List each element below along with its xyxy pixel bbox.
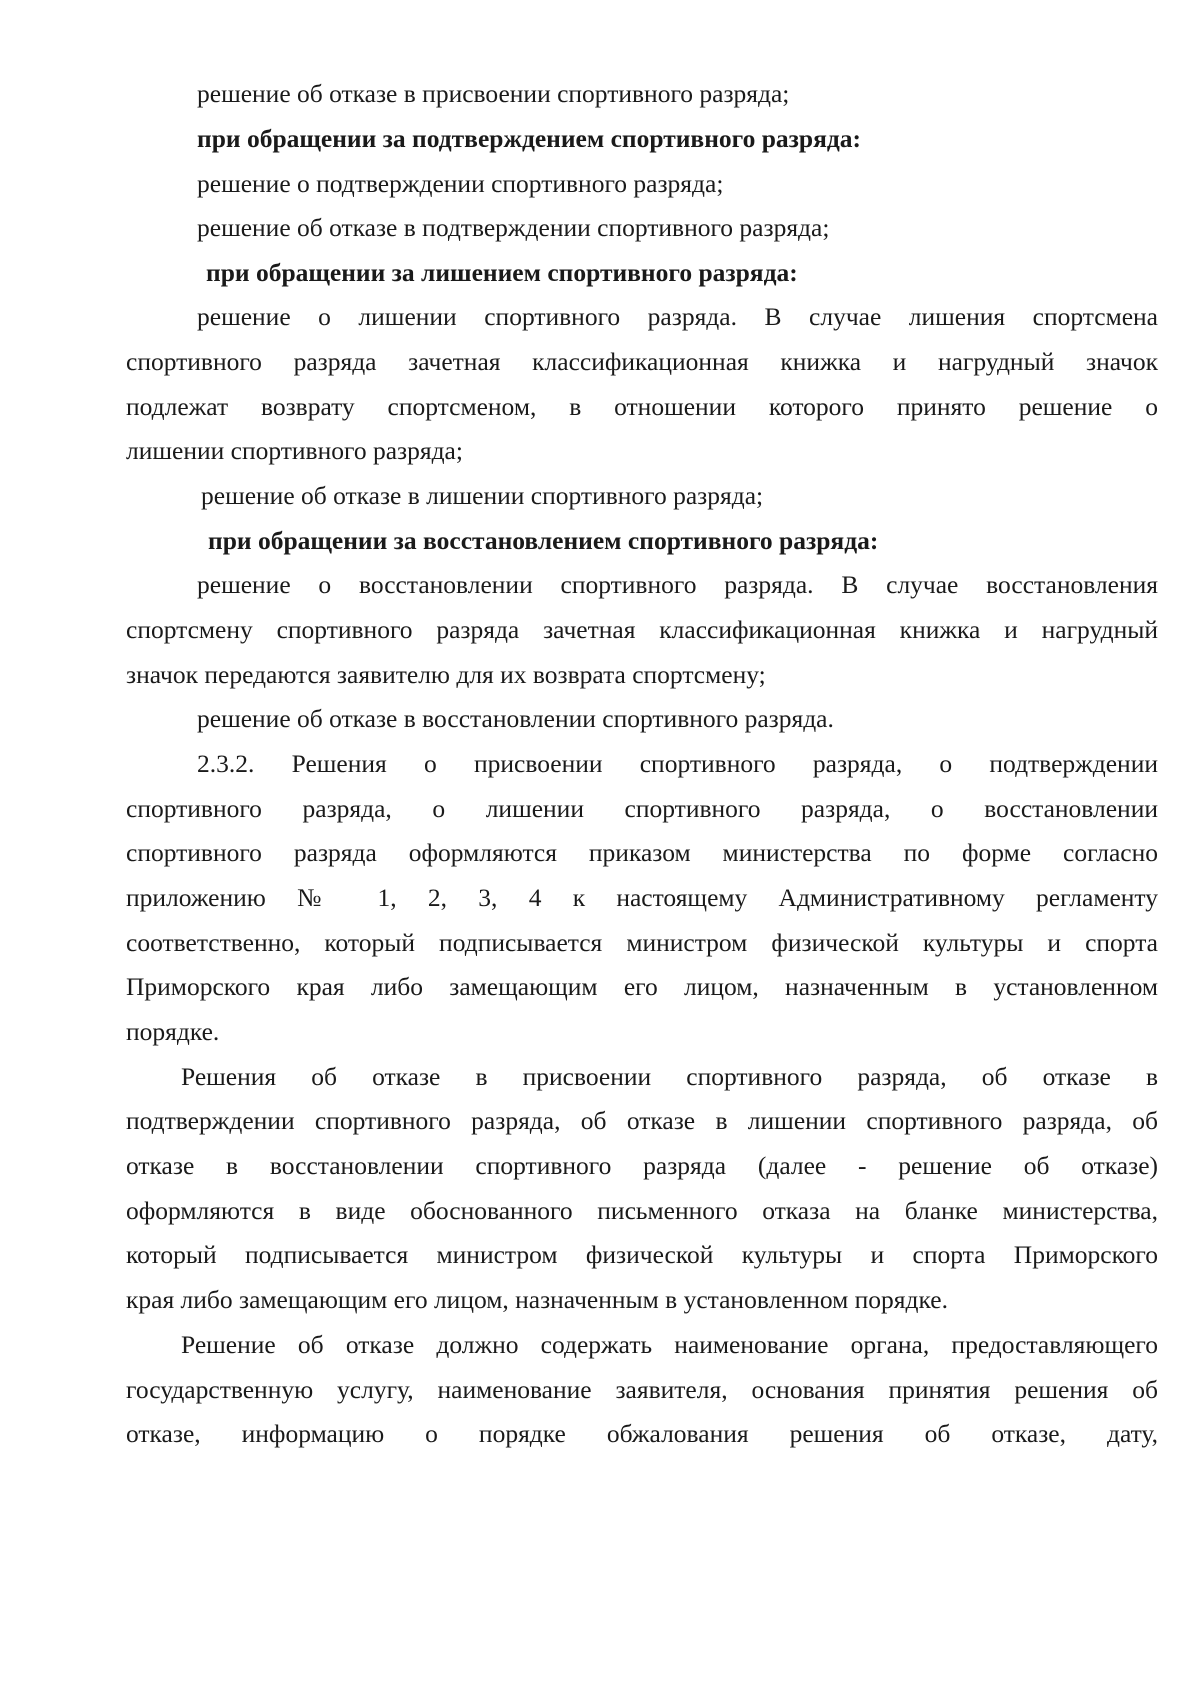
text-line: значок передаются заявителю для их возврата спортсмену; <box>126 660 766 689</box>
text-line: который подписывается министром физической культуры и спорта Приморского <box>126 1240 1158 1269</box>
section-heading: при обращении за подтверждением спортивного разряда: <box>197 124 862 153</box>
text-line: Решения об отказе в присвоении спортивного разряда, об отказе в <box>181 1062 1158 1091</box>
text-line: отказе, информацию о порядке обжалования решения об отказе, дату, <box>126 1419 1158 1448</box>
text-line: спортивного разряда, о лишении спортивного разряда, о восстановлении <box>126 794 1158 823</box>
text-line: решение об отказе в подтверждении спортивного разряда; <box>197 213 830 242</box>
text-line: Приморского края либо замещающим его лицом, назначенным в установленном <box>126 972 1158 1001</box>
text-line: решение об отказе в лишении спортивного разряда; <box>201 481 764 510</box>
text-line: соответственно, который подписывается министром физической культуры и спорта <box>126 928 1158 957</box>
text-line: спортивного разряда зачетная классификационная книжка и нагрудный значок <box>126 347 1158 376</box>
text-line: спортивного разряда оформляются приказом министерства по форме согласно <box>126 838 1158 867</box>
text-line: решение об отказе в присвоении спортивного разряда; <box>197 79 790 108</box>
section-heading: при обращении за восстановлением спортивного разряда: <box>208 526 879 555</box>
text-line: подтверждении спортивного разряда, об отказе в лишении спортивного разряда, об <box>126 1106 1158 1135</box>
text-line: приложению № 1, 2, 3, 4 к настоящему Административному регламенту <box>126 883 1158 912</box>
text-line: подлежат возврату спортсменом, в отношении которого принято решение о <box>126 392 1158 421</box>
section-heading: при обращении за лишением спортивного разряда: <box>206 258 798 287</box>
text-line: государственную услугу, наименование заявителя, основания принятия решения об <box>126 1375 1158 1404</box>
text-line: решение о лишении спортивного разряда. В случае лишения спортсмена <box>197 302 1158 331</box>
text-line: решение о подтверждении спортивного разряда; <box>197 169 724 198</box>
text-line: 2.3.2. Решения о присвоении спортивного разряда, о подтверждении <box>197 749 1158 778</box>
text-line: спортсмену спортивного разряда зачетная классификационная книжка и нагрудный <box>126 615 1158 644</box>
text-line: оформляются в виде обоснованного письменного отказа на бланке министерства, <box>126 1196 1158 1225</box>
text-line: края либо замещающим его лицом, назначенным в установленном порядке. <box>126 1285 948 1314</box>
text-line: решение о восстановлении спортивного разряда. В случае восстановления <box>197 570 1158 599</box>
text-line: отказе в восстановлении спортивного разряда (далее - решение об отказе) <box>126 1151 1158 1180</box>
text-line: порядке. <box>126 1017 220 1046</box>
text-line: решение об отказе в восстановлении спортивного разряда. <box>197 704 834 733</box>
text-line: Решение об отказе должно содержать наименование органа, предоставляющего <box>181 1330 1158 1359</box>
text-line: лишении спортивного разряда; <box>126 436 463 465</box>
